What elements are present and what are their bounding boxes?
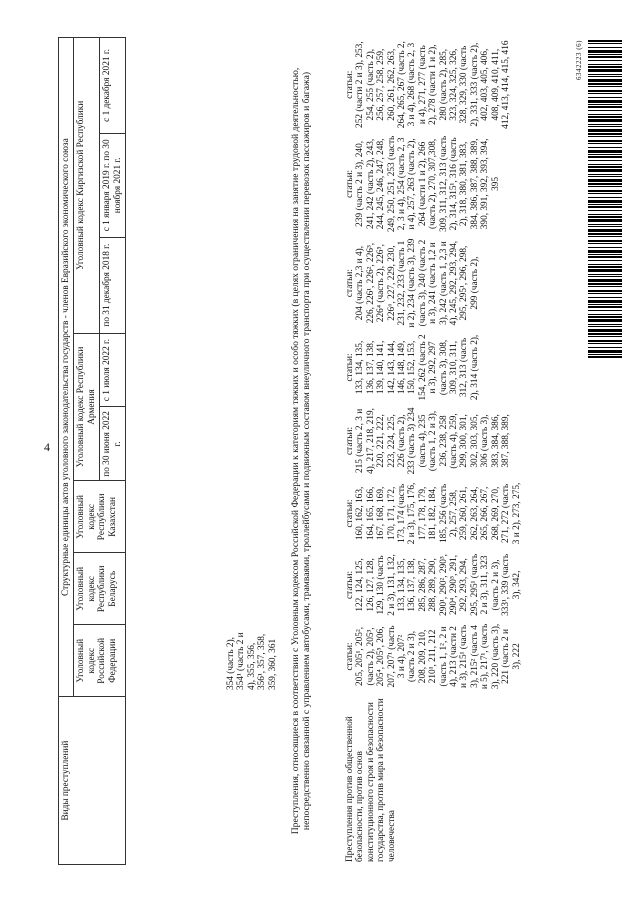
header-code-ru: Уголовный кодекс Российской Федерации xyxy=(74,625,126,697)
articles-head: статьи: xyxy=(345,269,355,298)
header-kg-period-3: с 1 декабря 2021 г. xyxy=(100,38,126,134)
data-table xyxy=(345,37,522,865)
articles-list: 204 (часть 2,3 и 4), 226, 226¹, 226², 226³, 226⁴ (часть 2), 226⁵, 226⁶, 227, 229, 230, 231, 232, 233 (часть 1 и 2), 234 (часть 3), 239 (часть 3), 240 (часть 2 и 3), 241 (часть 1,2 и 3), 242 (часть 1, 2,3 и 4), 245, 292, 293, 294, 295, 295¹, 296, 298, 299 (часть 2), xyxy=(355,238,480,328)
articles-cell-kg-3 xyxy=(345,37,522,132)
crime-type-cell: Преступления против общественной безопасности, против основ конституционного строя и безопасности государства, против мира и безопасности человечества xyxy=(345,698,397,862)
articles-list: 215 (часть 2, 3 и 4), 217, 218, 219, 220, 221, 222, 223, 224, 225, 226 (часть 2), 233 (часть 3) 234 (часть 4), 235 (часть 1, 2 и 3), 236, 238, 258 (часть 4), 259, 299, 300, 301, 302, 303, 305, 306 (часть 3), 383, 384, 386, 387, 388, 389, xyxy=(355,407,512,475)
articles-cell-by xyxy=(345,549,522,621)
section-title: Преступления, относящиеся в соответствии с Уголовным кодексом Российской Федерации к категориям тяжких и особо тяжких (в целях ограничения на занятие трудовой деятельностью, непосредственно связанной с управлением автобусами, трамваями, троллейбусами и подвижным составом внеуличного транспорта при осуществлении перевозок пассажиров и багажа) xyxy=(290,67,313,835)
header-code-am: Уголовный кодекс Республики Армения xyxy=(74,333,100,481)
articles-head: статьи: xyxy=(345,499,355,528)
table-row xyxy=(345,37,522,865)
header-code-kg: Уголовный кодекс Киргизской Республики xyxy=(74,38,100,334)
header-code-kz: Уголовный кодекс Республики Казахстан xyxy=(74,481,126,553)
articles-list: 133, 134, 135, 136, 137, 138, 139, 140, 141, 142, 143, 144, 146, 148, 149, 150, 152, 153, 154, 262 (часть 2 и 3), 292, 297 (часть 3), 308, 309, 310, 311, 312, 313 (часть 2), 314 (часть 2), xyxy=(355,334,480,401)
articles-cell-am-2 xyxy=(345,331,522,404)
articles-head: статьи: xyxy=(345,70,355,99)
articles-list: 239 (часть 2 и 3), 240, 241, 242 (часть 2), 243, 244, 245, 246, 247, 248, 249, 250, 251, 253 (часть 2, 3 и 4), 254 (часть 2, 3 и 4), 257, 263 (часть 2), 264 (части 1 и 2), 266 (часть 2), 270, 307,308, 309, 311, 312, 313 (часть 2), 314, 315¹, 316 (часть 2), 318, 380, 381, 383, 384, 386, 387, 388, 389, 390, 391, 392, 393, 394, 395 xyxy=(355,135,501,233)
articles-head: статьи: xyxy=(345,642,355,671)
articles-head: статьи: xyxy=(345,353,355,382)
articles-head: статьи: xyxy=(345,426,355,455)
articles-list: 252 (части 2 и 3), 253, 254, 255 (часть 2), 256, 257, 258, 259, 260, 261, 262, 263, 264, 265, 267 (часть 2, 3 и 4), 268 (часть 2, 3 и 4), 271, 277 (часть 2), 278 (части 1 и 2), 280 (часть 2), 285, 323, 324, 325, 326, 328, 329, 330 (часть 2), 331, 333 (часть 2), 402, 403, 405, 406, 408, 409, 410, 411, 412, 413, 414, 415, 416 xyxy=(355,40,512,129)
articles-cell-am-1 xyxy=(345,404,522,477)
header-code-by: Уголовный кодекс Республики Беларусь xyxy=(74,553,126,625)
articles-head: статьи: xyxy=(345,570,355,599)
articles-cell-ru xyxy=(345,621,522,693)
articles-list: 122, 124, 125, 126, 127, 128, 129, 130 (часть 2 и 3), 131, 132, 133, 134, 135, 136, 137, 138, 285, 286, 287, 288, 289, 290, 290¹, 290², 290³, 290⁴, 290⁵, 291, 292, 293, 294, 295, 295¹ (часть 2 и 3), 311, 323 (часть 2 и 3), 333¹, 339 (часть 3), 342, xyxy=(355,553,522,616)
page-number: 4 xyxy=(44,440,50,454)
articles-head: статьи: xyxy=(345,169,355,198)
header-group-title: Структурные единицы актов уголовного законодательства государств - членов Евразийского экономического союза xyxy=(59,38,74,697)
continuation-block xyxy=(226,37,278,865)
articles-list: 205, 205¹, 205², (часть 2), 205³, 205⁴, 205⁵, 206, 207, 207¹ (часть 3 и 4), 207² (часть 2 и 3), 208, 209, 210, 210¹, 211, 212 (часть 1, 1², 2 и 4), 213 (части 2 и 3), 215¹ (часть 3), 215² (часть 4 и 5), 217¹, (часть 3), 220 (часть 3), 221 (часть 2 и 3), 222 xyxy=(355,623,522,690)
header-kg-period-1: по 31 декабря 2018 г. xyxy=(100,237,126,333)
header-kg-period-2: с 1 января 2019 г. по 30 ноября 2021 г. xyxy=(100,133,126,237)
header-crime-types: Виды преступлений xyxy=(59,697,126,865)
barcode-digits: 6342223 (6) xyxy=(575,40,583,80)
continuation-text: 354 (часть 2), 354¹ (часть 2 и 4), 355, 356, 356¹, 357, 358, 359, 360, 361 xyxy=(226,632,278,690)
header-am-period-2: с 1 июля 2022 г. xyxy=(100,333,126,407)
header-table xyxy=(58,37,126,865)
articles-list: 160, 162, 163, 164, 165, 166, 167, 168, 169, 170, 171, 172, 173, 174 (часть 2 и 3), 175, 176, 177, 178, 179, 181, 182, 184, 185, 256 (часть 2), 257, 258, 259, 260, 261, 262, 263, 264, 265, 266, 267, 268, 269, 270, 271, 272 (часть 3 и 2), 273, 275, xyxy=(355,482,522,545)
articles-cell-kg-1 xyxy=(345,235,522,330)
articles-cell-kz xyxy=(345,478,522,550)
header-am-period-1: по 30 июня 2022 г. xyxy=(100,407,126,481)
articles-cell-kg-2 xyxy=(345,132,522,235)
